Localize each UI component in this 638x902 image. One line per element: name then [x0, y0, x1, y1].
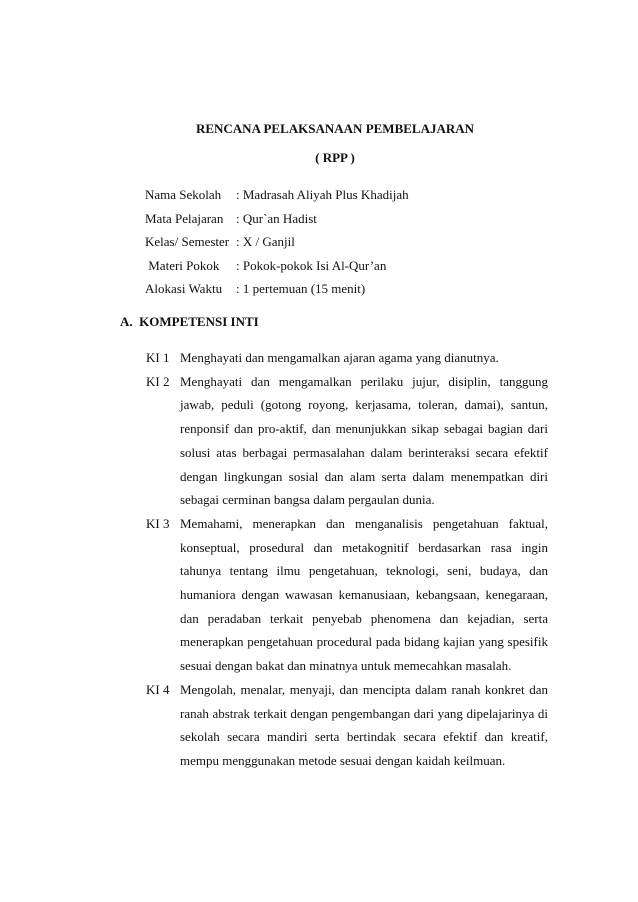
ki-label: KI 4	[146, 681, 170, 697]
document-title: RENCANA PELAKSANAAN PEMBELAJARAN	[195, 121, 475, 136]
info-label: Kelas/ Semester	[145, 234, 230, 249]
section-heading-competence: A. KOMPETENSI INTI	[120, 314, 259, 329]
info-value: : Qur`an Hadist	[236, 210, 317, 226]
info-row-time	[145, 280, 409, 304]
ki-label: KI 3	[146, 515, 170, 531]
info-label: Mata Pelajaran	[145, 210, 224, 226]
list-item	[146, 370, 548, 512]
list-item	[146, 678, 548, 773]
identity-table	[145, 186, 409, 304]
ki-text: Menghayati dan mengamalkan perilaku jujur, disiplin, tanggung jawab, peduli (gotong royong, kerjasama, toleran, damai), santun, renponsif dan pro-aktif, dan menunjukkan sikap sebagai bagian dari solusi atas berbagai permasalahan dalam berinteraksi secara efektif dengan lingkungan sosial dan alam serta dalam menempatkan diri sebagai cerminan bangsa dalam pergaulan dunia.	[180, 373, 548, 508]
info-row-school	[145, 186, 409, 210]
ki-text: Menghayati dan mengamalkan ajaran agama yang dianutnya.	[180, 350, 499, 365]
info-row-class	[145, 233, 409, 257]
list-item	[146, 512, 548, 678]
ki-label: KI 1	[146, 350, 170, 365]
info-label: Materi Pokok	[145, 257, 220, 273]
info-label: Alokasi Waktu	[145, 281, 223, 296]
info-value: : Pokok-pokok Isi Al-Qur’an	[236, 257, 387, 273]
info-label: Nama Sekolah	[145, 187, 222, 202]
document-subtitle: ( RPP )	[315, 150, 355, 165]
ki-text: Memahami, menerapkan dan menganalisis pengetahuan faktual, konseptual, prosedural dan metakognitif berdasarkan rasa ingin tahunya tentang ilmu pengetahuan, teknologi, seni, budaya, dan humaniora dengan wawasan kemanusiaan, kebangsaan, kenegaraan, dan peradaban terkait penyebab phenomena dan kejadian, serta menerapkan pengetahuan procedural pada bidang kajian yang spesifik sesuai dengan bakat dan minatnya untuk memecahkan masalah.	[180, 515, 548, 674]
info-value: : X / Ganjil	[236, 234, 295, 249]
info-row-topic	[145, 257, 409, 281]
ki-label: KI 2	[146, 373, 170, 389]
competence-list	[146, 346, 548, 773]
info-row-subject	[145, 210, 409, 234]
info-value: : 1 pertemuan (15 menit)	[236, 281, 366, 296]
info-value: : Madrasah Aliyah Plus Khadijah	[236, 187, 409, 202]
ki-text: Mengolah, menalar, menyaji, dan mencipta dalam ranah konkret dan ranah abstrak terkait dengan pengembangan dari yang dipelajarinya di sekolah secara mandiri serta bertindak secara efektif dan kreatif, mempu menggunakan metode sesuai dengan kaidah keilmuan.	[180, 681, 548, 768]
list-item	[146, 346, 548, 370]
